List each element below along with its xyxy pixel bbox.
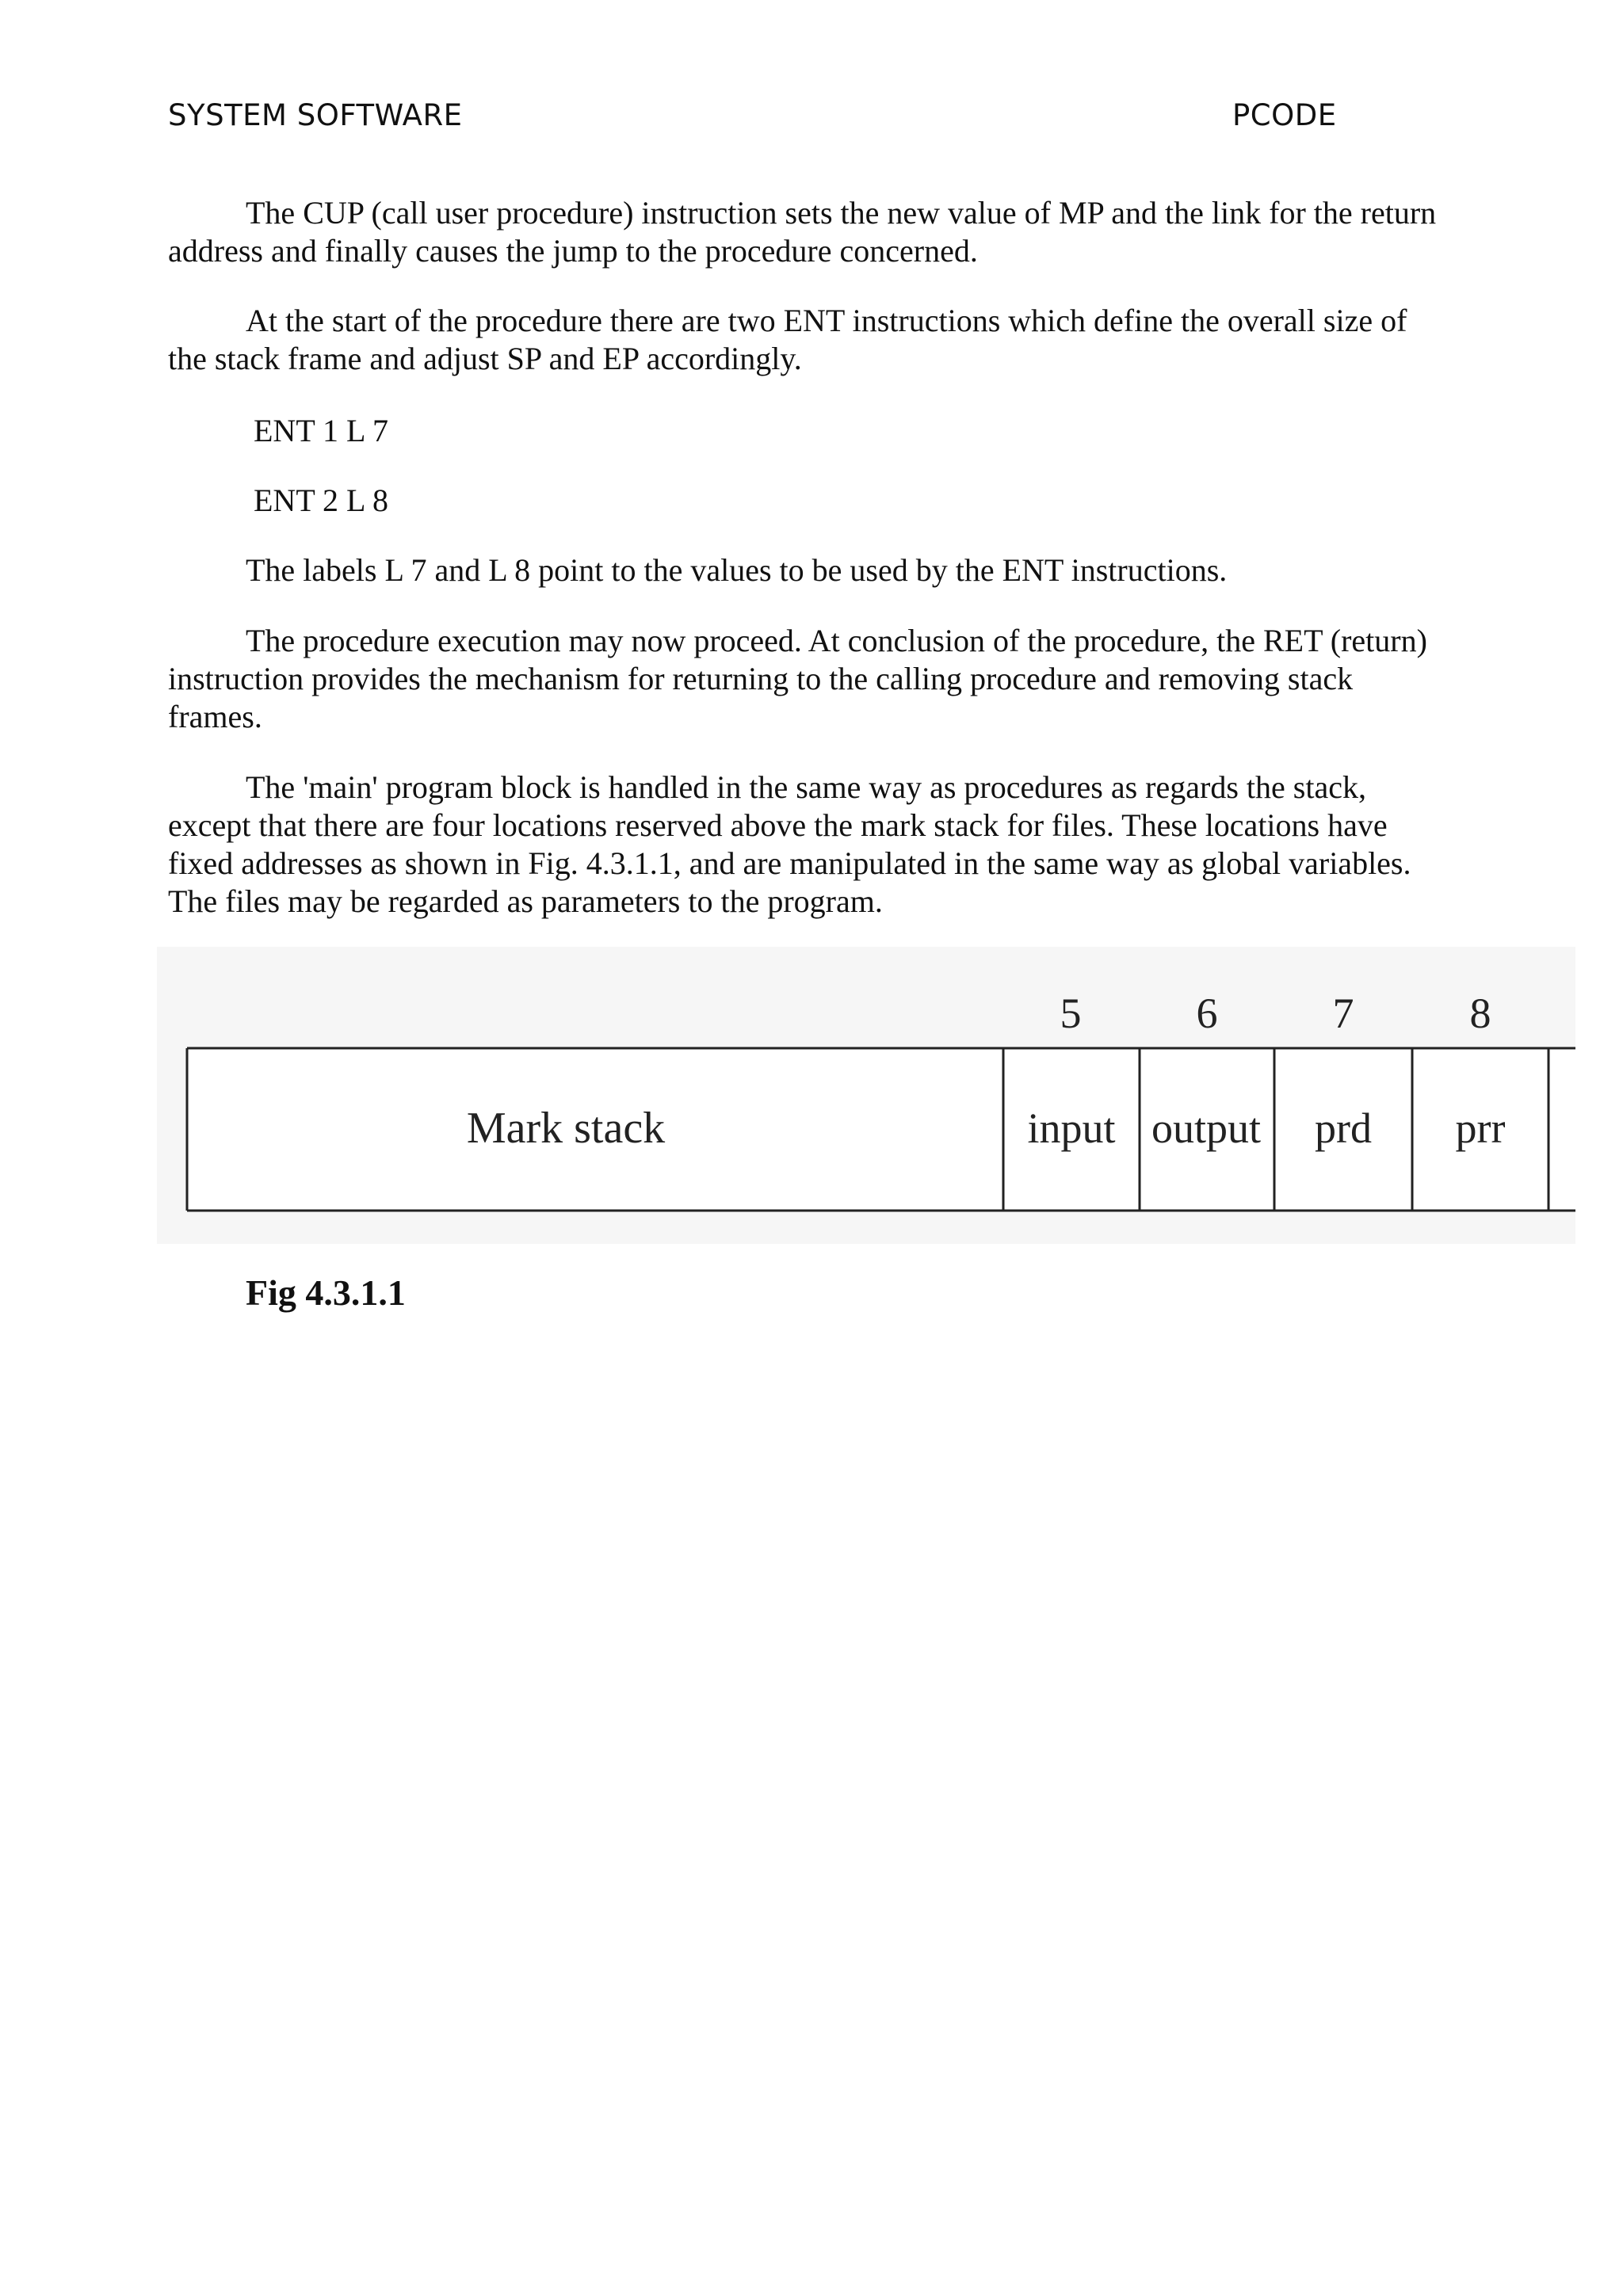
- stack-layout-diagram: [157, 947, 1575, 1244]
- address-label-7: 7: [1332, 990, 1354, 1037]
- cell-label-prr: prr: [1455, 1104, 1506, 1152]
- paragraph-text: The CUP (call user procedure) instruction sets the new value of MP and the link for the return address and finally causes the jump to the procedure concerned.: [168, 195, 1437, 269]
- paragraph-cup: [168, 194, 1452, 270]
- paragraph-text: The labels L 7 and L 8 point to the values to be used by the ENT instructions.: [246, 552, 1228, 588]
- running-header-left: SYSTEM SOFTWARE: [168, 98, 463, 132]
- paragraph-text: The procedure execution may now proceed. At conclusion of the procedure, the RET (return) instruction provides the mechanism for returning to the calling procedure and removing stack frames.: [168, 623, 1427, 734]
- paragraph-main-block: [168, 769, 1452, 921]
- address-label-5: 5: [1060, 990, 1082, 1037]
- paragraph-text: At the start of the procedure there are two ENT instructions which define the overall size of the stack frame and adjust SP and EP accordingly.: [168, 303, 1407, 376]
- running-header-right: PCODE: [1232, 98, 1337, 132]
- mark-stack-label: Mark stack: [466, 1104, 666, 1153]
- code-line-ent2: ENT 2 L 8: [254, 482, 388, 518]
- paragraph-ret: [168, 622, 1452, 736]
- paragraph-labels: [168, 551, 1452, 589]
- cell-label-output: output: [1151, 1104, 1262, 1152]
- address-label-6: 6: [1196, 990, 1218, 1037]
- cell-label-input: input: [1027, 1104, 1116, 1152]
- paragraph-text: The 'main' program block is handled in the same way as procedures as regards the stack, except that there are four locations reserved above the mark stack for files. These locations have fixed addresses as shown in Fig. 4.3.1.1, and are manipulated in the same way as global variables. The files may be regarded as parameters to the program.: [168, 769, 1411, 919]
- stack-layout-figure: [157, 947, 1575, 1244]
- cell-label-prd: prd: [1315, 1104, 1372, 1152]
- address-label-8: 8: [1469, 990, 1491, 1037]
- code-line-ent1: ENT 1 L 7: [254, 413, 388, 448]
- figure-caption: Fig 4.3.1.1: [246, 1272, 406, 1313]
- paragraph-ent: [168, 302, 1452, 378]
